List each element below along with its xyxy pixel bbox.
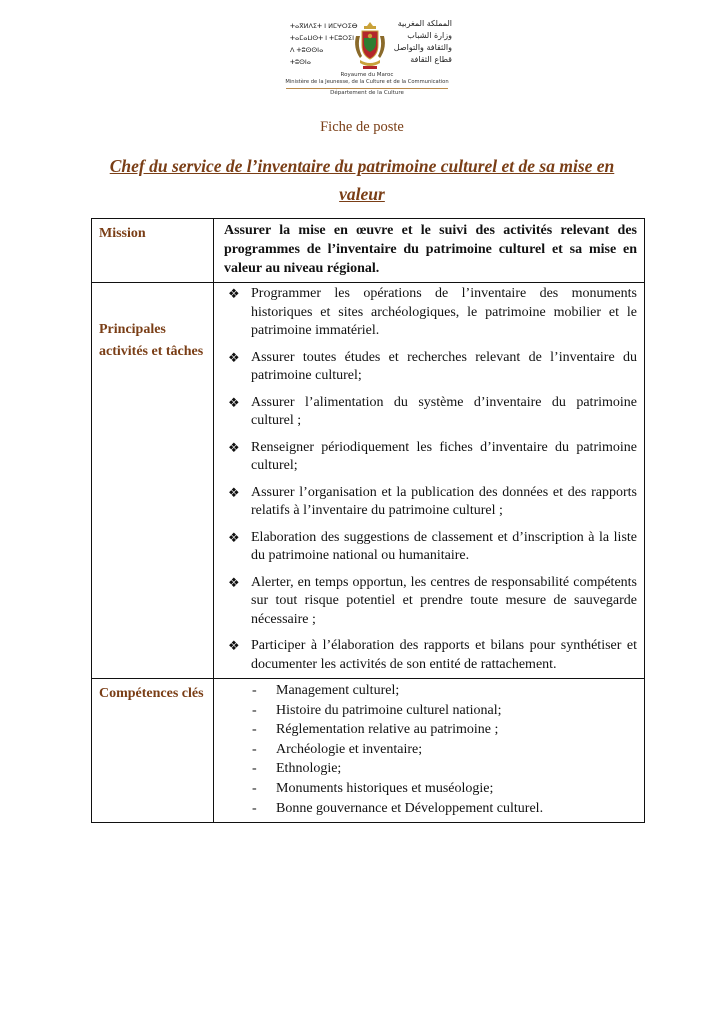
list-item bbox=[224, 439, 637, 476]
activities-cell bbox=[214, 283, 645, 679]
mission-cell bbox=[214, 219, 645, 283]
skills-row bbox=[92, 679, 645, 823]
list-item-text: Monuments historiques et muséologie; bbox=[276, 780, 494, 796]
mission-text: Assurer la mise en œuvre et le suivi des activités relevant des programmes de l’inventaire du patrimoine culturel et sa mise en valeur au niveau régional. bbox=[224, 223, 637, 276]
list-item-text: Renseigner périodiquement les fiches d’inventaire du patrimoine culturel; bbox=[251, 439, 637, 473]
arabic-line: المملكة المغربية bbox=[397, 19, 452, 28]
list-item bbox=[224, 394, 637, 431]
letterhead-department: Département de la Culture bbox=[330, 90, 404, 96]
arabic-line: وزارة الشباب bbox=[407, 31, 452, 40]
list-item bbox=[252, 681, 637, 701]
list-item bbox=[252, 740, 637, 760]
letterhead-tifinagh bbox=[290, 20, 358, 68]
list-item bbox=[224, 349, 637, 386]
letterhead-kingdom: Royaume du Maroc bbox=[340, 72, 394, 78]
tifinagh-line: ⵜⴰⴳⵍⴷⵉⵜ ⵏ ⵍⵎⵖⵔⵉⴱ bbox=[290, 22, 358, 30]
dash-bullet: - bbox=[252, 780, 257, 796]
diamond-bullet-icon: ❖ bbox=[228, 638, 240, 653]
document-type: Fiche de poste bbox=[320, 119, 404, 135]
arabic-line: قطاع الثقافة bbox=[410, 55, 452, 64]
letterhead bbox=[282, 16, 452, 98]
letterhead-rule bbox=[286, 88, 448, 89]
tifinagh-line: ⵜⵓⵙⵏⴰ bbox=[290, 58, 311, 66]
dash-bullet: - bbox=[252, 702, 257, 718]
list-item-text: Ethnologie; bbox=[276, 761, 342, 777]
job-sheet-table bbox=[91, 218, 645, 823]
list-item-text: Assurer toutes études et recherches relevant de l’inventaire du patrimoine culturel; bbox=[251, 349, 637, 383]
activities-list bbox=[224, 285, 637, 674]
list-item-text: Management culturel; bbox=[276, 683, 400, 698]
skills-label: Compétences clés bbox=[92, 679, 214, 823]
list-item-text: Assurer l’alimentation du système d’inventaire du patrimoine culturel ; bbox=[251, 394, 637, 428]
dash-bullet: - bbox=[252, 761, 257, 777]
diamond-bullet-icon: ❖ bbox=[228, 349, 240, 365]
letterhead-arabic bbox=[393, 18, 452, 66]
list-item-text: Elaboration des suggestions de classement et d’inscription à la liste du patrimoine national ou humanitaire. bbox=[251, 529, 637, 563]
dash-bullet: - bbox=[252, 683, 257, 698]
coat-of-arms-icon bbox=[352, 18, 388, 74]
list-item-text: Bonne gouvernance et Développement culturel. bbox=[276, 800, 544, 816]
list-item-text: Archéologie et inventaire; bbox=[276, 741, 423, 757]
list-item bbox=[224, 574, 637, 630]
list-item bbox=[252, 799, 637, 819]
letterhead-ministry: Ministère de la Jeunesse, de la Culture et de la Communication bbox=[285, 79, 449, 85]
diamond-bullet-icon: ❖ bbox=[228, 484, 240, 500]
tifinagh-line: ⴷ ⵜⵓⵙⵙⵏⴰ bbox=[290, 46, 324, 54]
dash-bullet: - bbox=[252, 800, 257, 816]
tifinagh-line: ⵜⴰⵎⴰⵡⵙⵜ ⵏ ⵜⵎⵓⵔⵉⵏ bbox=[290, 34, 355, 42]
list-item bbox=[224, 637, 637, 674]
list-item-text: Participer à l’élaboration des rapports et bilans pour synthétiser et documenter les activités de son entité de rattachement. bbox=[251, 638, 637, 672]
list-item-text: Alerter, en temps opportun, les centres de responsabilité compétents sur tout risque potentiel et prendre toute mesure de sauvegarde nécessaire ; bbox=[251, 574, 637, 627]
arabic-line: والثقافة والتواصل bbox=[393, 43, 452, 52]
mission-label: Mission bbox=[92, 219, 214, 283]
document-title: Chef du service de l’inventaire du patrimoine culturel et de sa mise en valeur bbox=[109, 156, 615, 204]
skills-cell bbox=[214, 679, 645, 823]
list-item bbox=[224, 529, 637, 566]
list-item bbox=[224, 285, 637, 341]
list-item bbox=[252, 759, 637, 779]
list-item bbox=[252, 720, 637, 740]
dash-bullet: - bbox=[252, 741, 257, 757]
list-item bbox=[224, 484, 637, 521]
diamond-bullet-icon: ❖ bbox=[228, 439, 240, 455]
diamond-bullet-icon: ❖ bbox=[228, 529, 240, 545]
list-item bbox=[252, 701, 637, 721]
diamond-bullet-icon: ❖ bbox=[228, 394, 240, 410]
list-item bbox=[252, 779, 637, 799]
activities-row bbox=[92, 283, 645, 679]
list-item-text: Assurer l’organisation et la publication des données et des rapports relatifs à l’inventaire du patrimoine culturel ; bbox=[251, 484, 637, 518]
list-item-text: Histoire du patrimoine culturel national; bbox=[276, 702, 502, 718]
diamond-bullet-icon: ❖ bbox=[228, 286, 240, 301]
skills-list bbox=[224, 681, 637, 818]
dash-bullet: - bbox=[252, 722, 257, 738]
diamond-bullet-icon: ❖ bbox=[228, 574, 240, 590]
list-item-text: Programmer les opérations de l’inventaire des monuments historiques et sites archéologiques, le patrimoine mobilier et le patrimoine immatériel. bbox=[251, 286, 637, 338]
mission-row bbox=[92, 219, 645, 283]
list-item-text: Réglementation relative au patrimoine ; bbox=[276, 722, 499, 738]
activities-label: Principales activités et tâches bbox=[92, 283, 214, 679]
